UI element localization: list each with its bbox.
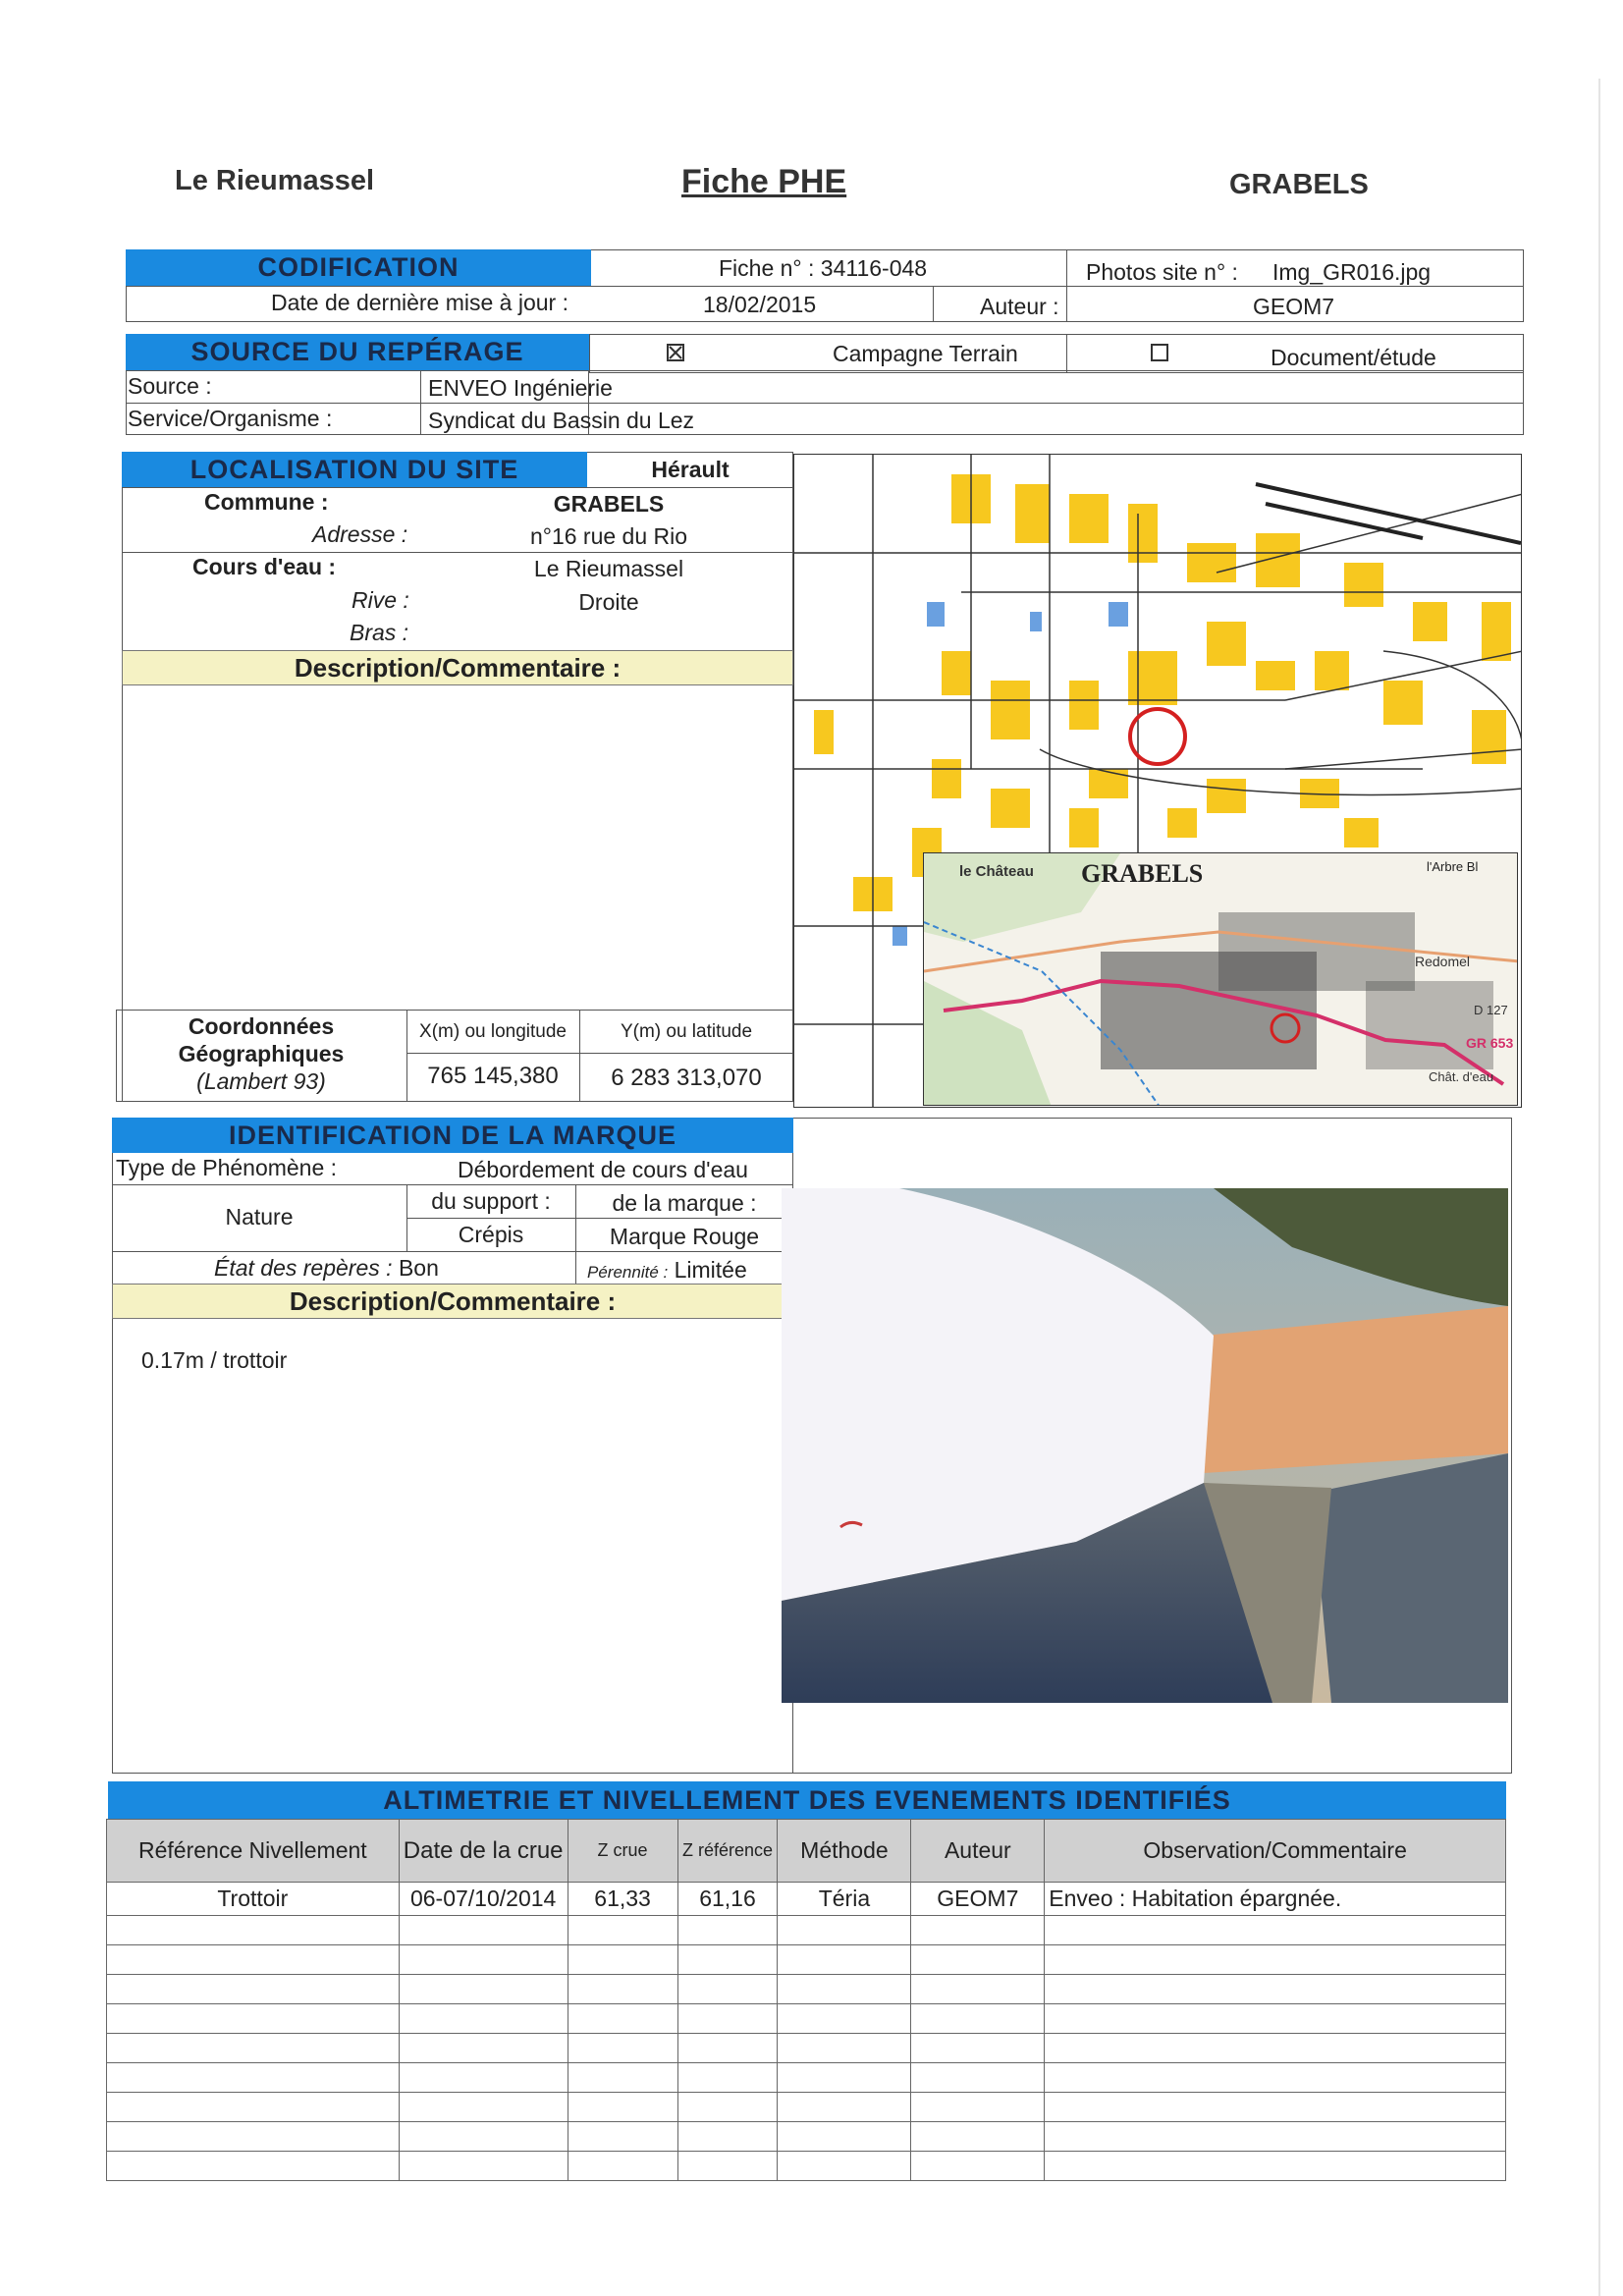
altimetrie-header-row xyxy=(107,1820,1506,1883)
table-cell-empty xyxy=(399,2093,568,2122)
header-reference: Référence Nivellement xyxy=(107,1820,400,1883)
table-cell-empty xyxy=(1045,2034,1506,2063)
commune-label: Commune : xyxy=(204,489,329,515)
table-row-empty xyxy=(107,1945,1506,1975)
type-phenomene-value: Débordement de cours d'eau xyxy=(458,1157,748,1182)
checked-cross-icon xyxy=(669,346,682,359)
table-cell-empty xyxy=(778,2004,911,2034)
x-coord-value: 765 145,380 xyxy=(427,1063,559,1089)
table-cell-empty xyxy=(107,2152,400,2181)
page-edge xyxy=(1598,79,1600,2296)
table-cell-empty xyxy=(107,2063,400,2093)
x-coord-label: X(m) ou longitude xyxy=(419,1021,567,1042)
table-cell-empty xyxy=(107,2093,400,2122)
source-band: SOURCE DU REPÉRAGE xyxy=(126,334,589,370)
table-cell-empty xyxy=(677,2122,778,2152)
table-cell-empty xyxy=(1045,2152,1506,2181)
table-cell-empty xyxy=(677,1916,778,1945)
table-cell-empty xyxy=(911,2152,1045,2181)
update-date-value: 18/02/2015 xyxy=(703,292,817,317)
cours-eau-value: Le Rieumassel xyxy=(533,556,684,581)
etat-reperes xyxy=(214,1255,439,1282)
table-row-empty xyxy=(107,2152,1506,2181)
table-cell-empty xyxy=(677,1945,778,1975)
table-row-empty xyxy=(107,2063,1506,2093)
label-d127: D 127 xyxy=(1474,1003,1508,1017)
table-cell: 61,33 xyxy=(568,1883,677,1916)
source-value: ENVEO Ingénierie xyxy=(428,375,613,401)
rive-value: Droite xyxy=(578,589,639,615)
localisation-band: LOCALISATION DU SITE xyxy=(122,452,587,487)
coord-label-3: (Lambert 93) xyxy=(196,1068,326,1094)
organisme-value: Syndicat du Bassin du Lez xyxy=(428,408,695,433)
table-cell-empty xyxy=(568,1916,677,1945)
perennite-value: Limitée xyxy=(674,1257,747,1283)
identification-description-value: 0.17m / trottoir xyxy=(141,1347,288,1373)
table-cell-empty xyxy=(911,2004,1045,2034)
fiche-number: Fiche n° : 34116-048 xyxy=(719,255,928,281)
table-cell-empty xyxy=(107,1916,400,1945)
photos-label: Photos site n° : xyxy=(1086,259,1238,285)
table-cell-empty xyxy=(677,2034,778,2063)
altimetrie-band: ALTIMETRIE ET NIVELLEMENT DES EVENEMENTS IDENTIFIÉS xyxy=(108,1781,1506,1819)
identification-band: IDENTIFICATION DE LA MARQUE xyxy=(112,1118,793,1153)
table-cell-empty xyxy=(778,2093,911,2122)
table-cell-empty xyxy=(107,2004,400,2034)
table-cell-empty xyxy=(911,2093,1045,2122)
etat-value: Bon xyxy=(398,1255,439,1281)
header-z-crue: Z crue xyxy=(568,1820,677,1883)
rive-label: Rive : xyxy=(352,587,409,613)
organisme-label: Service/Organisme : xyxy=(128,406,333,431)
table-cell: 61,16 xyxy=(677,1883,778,1916)
table-cell-empty xyxy=(677,2004,778,2034)
label-chateau: le Château xyxy=(959,863,1034,880)
table-cell-empty xyxy=(1045,2004,1506,2034)
table-cell-empty xyxy=(568,1945,677,1975)
table-cell-empty xyxy=(568,1975,677,2004)
support-value: Crépis xyxy=(458,1222,524,1247)
campagne-terrain-checkbox[interactable] xyxy=(667,344,684,361)
label-gr: GR 653 xyxy=(1466,1035,1514,1051)
table-cell-empty xyxy=(107,1975,400,2004)
table-cell-empty xyxy=(399,2034,568,2063)
table-cell-empty xyxy=(911,2122,1045,2152)
table-cell-empty xyxy=(568,2152,677,2181)
table-cell-empty xyxy=(911,1945,1045,1975)
inset-map-drawing xyxy=(924,853,1518,1106)
document-etude-label: Document/étude xyxy=(1271,345,1436,370)
table-cell-empty xyxy=(778,2034,911,2063)
table-cell-empty xyxy=(778,2122,911,2152)
table-row-empty xyxy=(107,2122,1506,2152)
label-town: GRABELS xyxy=(1081,859,1204,888)
table-cell-empty xyxy=(778,1945,911,1975)
table-cell-empty xyxy=(399,1975,568,2004)
table-cell-empty xyxy=(399,2122,568,2152)
author-label: Auteur : xyxy=(980,294,1059,319)
table-cell-empty xyxy=(568,2063,677,2093)
header-date: Date de la crue xyxy=(399,1820,568,1883)
table-cell-empty xyxy=(1045,2093,1506,2122)
label-chat: Chât. d'eau xyxy=(1429,1069,1494,1084)
coord-label-2: Géographiques xyxy=(178,1041,345,1066)
departement-value: Hérault xyxy=(651,457,730,482)
table-cell-empty xyxy=(677,2152,778,2181)
table-cell-empty xyxy=(568,2004,677,2034)
adresse-label: Adresse : xyxy=(312,521,408,547)
table-cell: GEOM7 xyxy=(911,1883,1045,1916)
table-cell-empty xyxy=(911,1916,1045,1945)
etat-label: État des repères : xyxy=(214,1255,393,1281)
marque-value: Marque Rouge xyxy=(609,1224,760,1249)
table-cell-empty xyxy=(107,1945,400,1975)
marque-label: de la marque : xyxy=(612,1190,757,1216)
table-cell-empty xyxy=(778,1975,911,2004)
perennite xyxy=(587,1257,747,1284)
table-cell-empty xyxy=(677,1975,778,2004)
table-row-empty xyxy=(107,1916,1506,1945)
table-cell-empty xyxy=(1045,2063,1506,2093)
table-cell-empty xyxy=(778,2063,911,2093)
table-cell-empty xyxy=(1045,1945,1506,1975)
table-row-empty xyxy=(107,2093,1506,2122)
altimetrie-table xyxy=(106,1819,1506,2181)
label-redomel: Redomel xyxy=(1415,954,1471,969)
table-cell: Trottoir xyxy=(107,1883,400,1916)
nature-label: Nature xyxy=(225,1204,294,1230)
header-z-reference: Z référence xyxy=(677,1820,778,1883)
header-observation: Observation/Commentaire xyxy=(1045,1820,1506,1883)
table-cell-empty xyxy=(399,1945,568,1975)
table-row-empty xyxy=(107,2034,1506,2063)
table-cell-empty xyxy=(107,2034,400,2063)
table-cell-empty xyxy=(677,2063,778,2093)
table-row-empty xyxy=(107,1975,1506,2004)
table-cell-empty xyxy=(778,2152,911,2181)
table-cell-empty xyxy=(1045,2122,1506,2152)
site-photo xyxy=(782,1188,1508,1703)
support-label: du support : xyxy=(431,1188,551,1214)
adresse-value: n°16 rue du Rio xyxy=(529,523,688,549)
table-cell-empty xyxy=(911,2034,1045,2063)
codification-band: CODIFICATION xyxy=(126,249,591,286)
commune-header: GRABELS xyxy=(1229,169,1369,200)
table-cell: Téria xyxy=(778,1883,911,1916)
author-value: GEOM7 xyxy=(1253,294,1335,319)
table-cell-empty xyxy=(1045,1975,1506,2004)
table-cell-empty xyxy=(107,2122,400,2152)
photos-value: Img_GR016.jpg xyxy=(1272,259,1432,285)
y-coord-value: 6 283 313,070 xyxy=(611,1065,762,1091)
table-cell-empty xyxy=(911,2063,1045,2093)
table-cell-empty xyxy=(399,2063,568,2093)
table-cell-empty xyxy=(399,2004,568,2034)
table-cell-empty xyxy=(568,2093,677,2122)
type-phenomene-label: Type de Phénomène : xyxy=(116,1155,338,1180)
header-methode: Méthode xyxy=(778,1820,911,1883)
cours-eau-label: Cours d'eau : xyxy=(192,554,337,579)
table-cell: Enveo : Habitation épargnée. xyxy=(1045,1883,1506,1916)
table-cell: 06-07/10/2014 xyxy=(399,1883,568,1916)
river-name: Le Rieumassel xyxy=(175,165,375,196)
table-row-empty xyxy=(107,2004,1506,2034)
campagne-terrain-label: Campagne Terrain xyxy=(833,341,1018,366)
identification-description-header: Description/Commentaire : xyxy=(112,1284,793,1319)
table-cell-empty xyxy=(778,1916,911,1945)
site-photo-drawing xyxy=(782,1188,1508,1703)
header-auteur: Auteur xyxy=(911,1820,1045,1883)
table-cell-empty xyxy=(568,2122,677,2152)
table-cell-empty xyxy=(399,1916,568,1945)
document-etude-checkbox[interactable] xyxy=(1151,344,1168,361)
commune-value: GRABELS xyxy=(553,491,665,517)
page-title: Fiche PHE xyxy=(681,163,847,200)
inset-topographic-map xyxy=(923,852,1518,1106)
label-arbre: l'Arbre Bl xyxy=(1427,859,1479,874)
bras-label: Bras : xyxy=(350,620,409,645)
update-date-label: Date de dernière mise à jour : xyxy=(271,290,568,315)
coord-label-1: Coordonnées xyxy=(188,1013,335,1039)
table-row xyxy=(107,1883,1506,1916)
source-label: Source : xyxy=(128,373,212,399)
table-cell-empty xyxy=(568,2034,677,2063)
table-cell-empty xyxy=(911,1975,1045,2004)
y-coord-label: Y(m) ou latitude xyxy=(620,1021,753,1042)
localisation-description-header: Description/Commentaire : xyxy=(122,650,793,685)
perennite-label: Pérennité : xyxy=(587,1263,669,1282)
table-cell-empty xyxy=(399,2152,568,2181)
table-cell-empty xyxy=(1045,1916,1506,1945)
table-cell-empty xyxy=(677,2093,778,2122)
